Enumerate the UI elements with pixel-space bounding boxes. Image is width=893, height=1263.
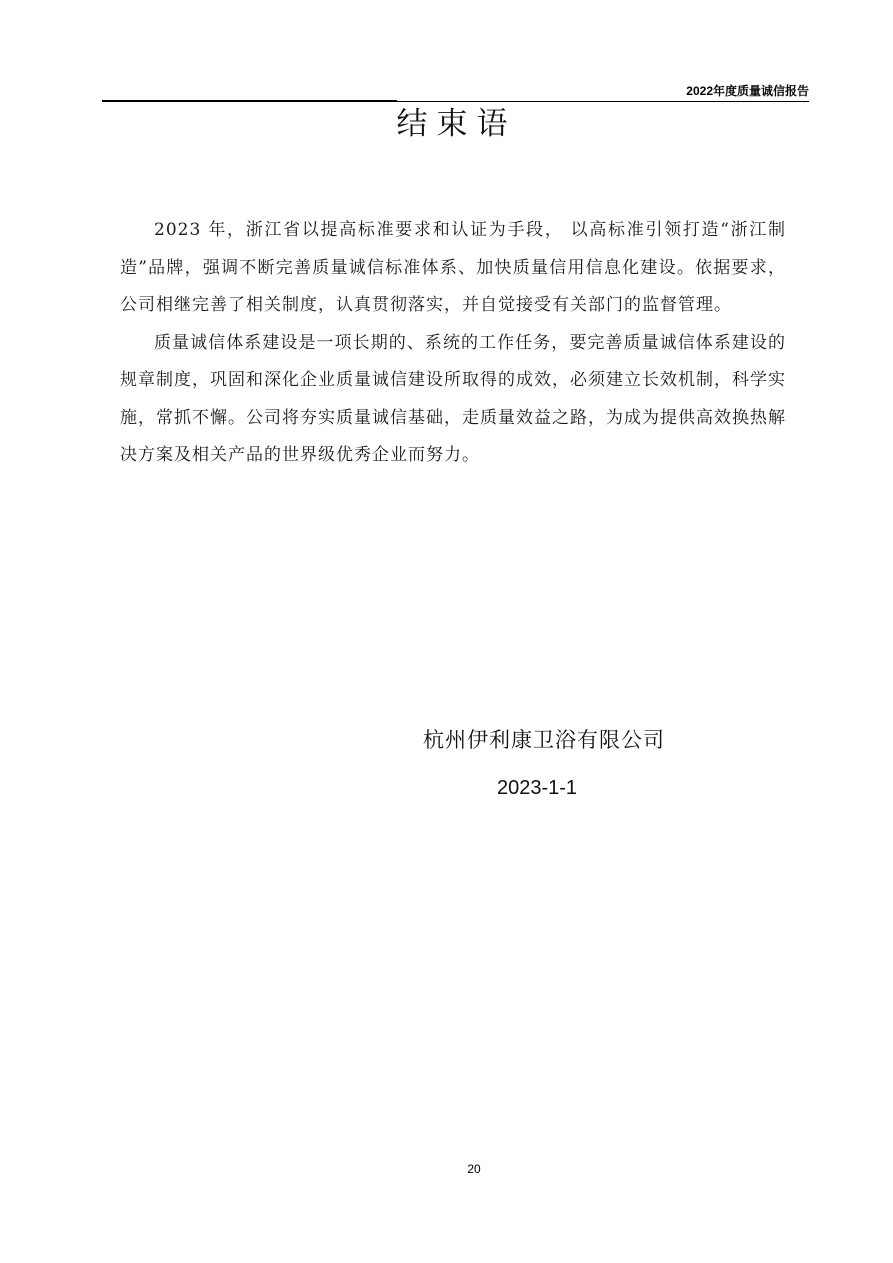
report-header-title: 2022年度质量诚信报告 [686, 84, 809, 98]
signature-date: 2023-1-1 [497, 777, 578, 799]
signature-company: 杭州伊利康卫浴有限公司 [423, 728, 665, 752]
document-body [120, 212, 786, 475]
page-number: 20 [467, 1162, 481, 1176]
page-title: 结束语 [396, 106, 517, 142]
paragraph-1: 2023 年，浙江省以提高标准要求和认证为手段， 以高标准引领打造“浙江制造”品牌，强调不断完善质量诚信标准体系、加快质量信用信息化建设。依据要求，公司相继完善了相关制度，认真贯彻落实，并自觉接受有关部门的监督管理。 [120, 220, 786, 315]
paragraph-2: 质量诚信体系建设是一项长期的、系统的工作任务，要完善质量诚信体系建设的规章制度，巩固和深化企业质量诚信建设所取得的成效，必须建立长效机制，科学实施，常抓不懈。公司将夯实质量诚信基础，走质量效益之路，为成为提供高效换热解决方案及相关产品的世界级优秀企业而努力。 [120, 332, 786, 465]
